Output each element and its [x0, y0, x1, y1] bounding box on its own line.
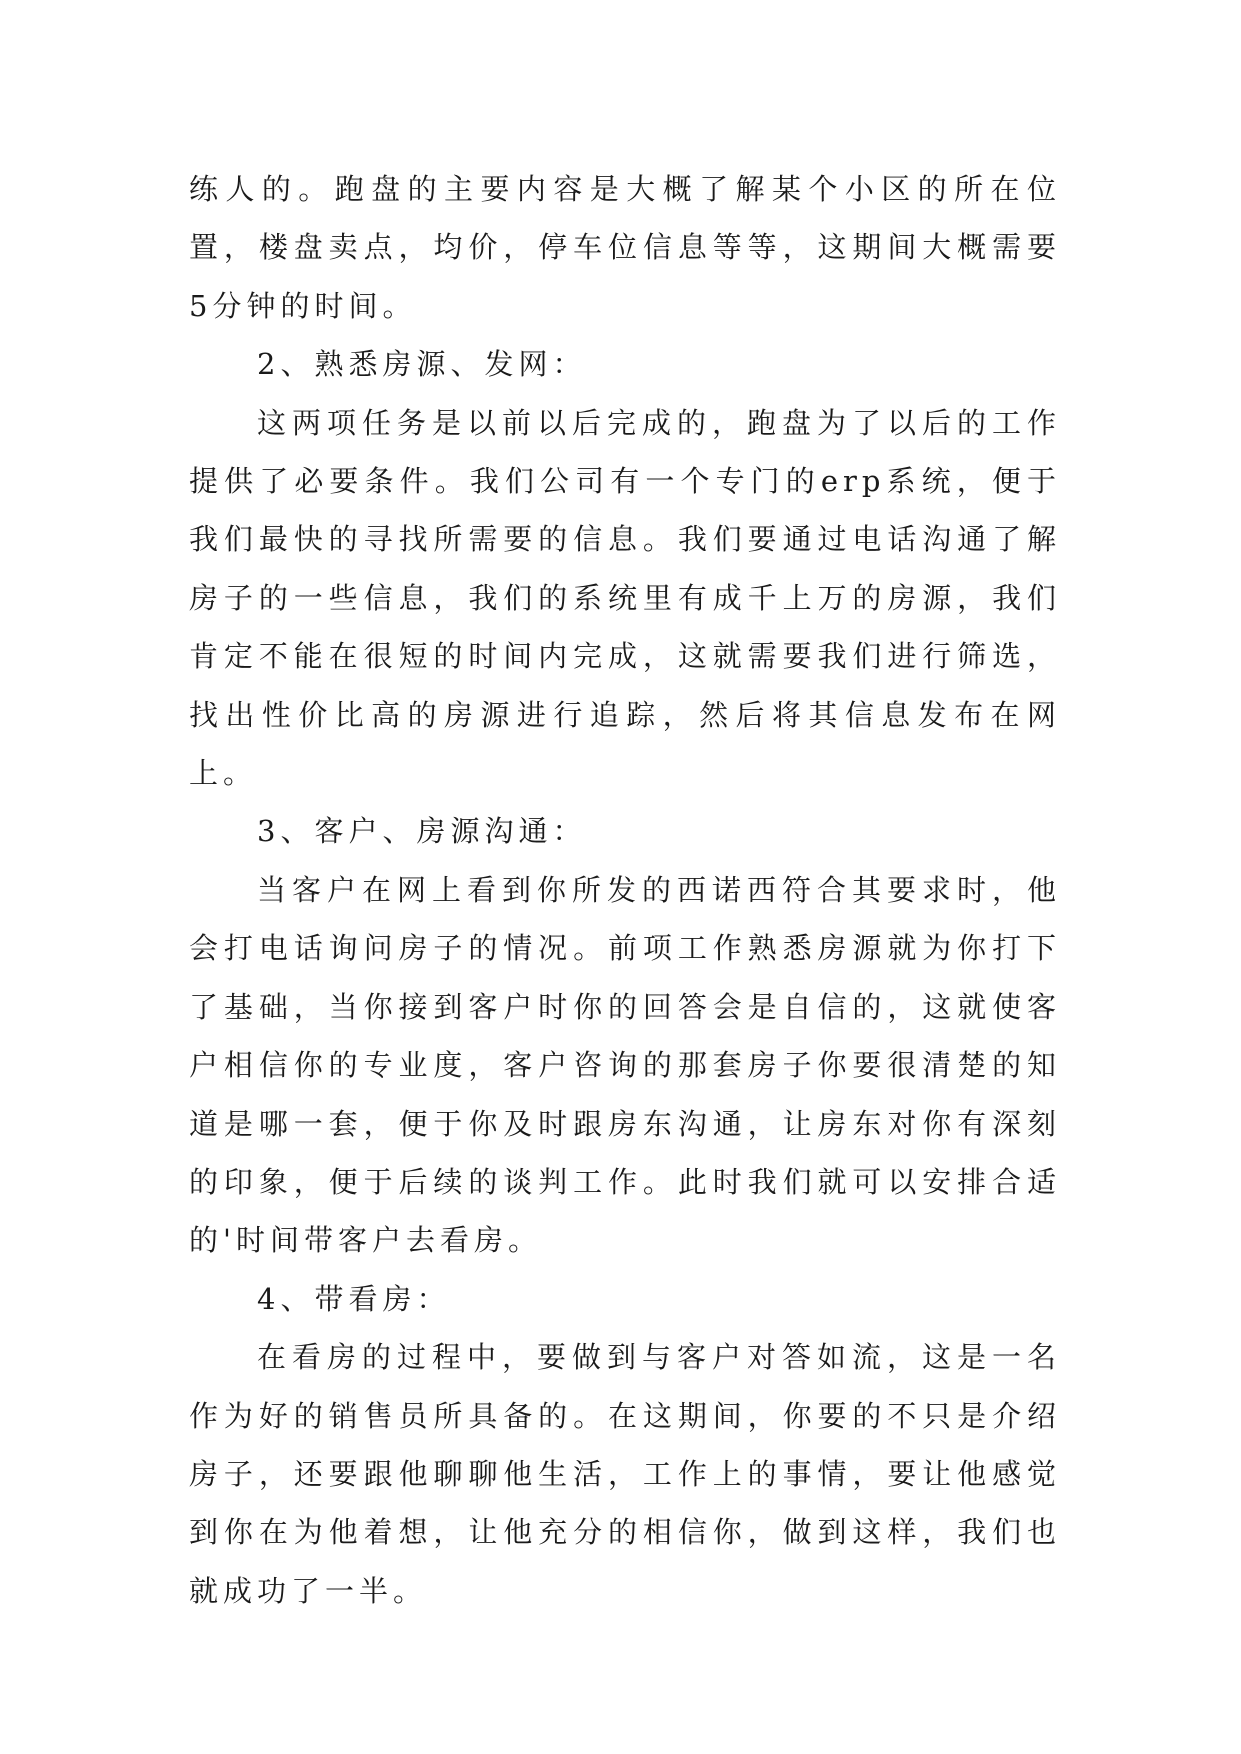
section-heading-client-communication: 3、客户、房源沟通：: [257, 814, 587, 849]
paragraph-familiarize-listings: 这两项任务是以前以后完成的，跑盘为了以后的工作提供了必要条件。我们公司有一个专门的erp系统，便于我们最快的寻找所需要的信息。我们要通过电话沟通了解房子的一些信息，我们的系统里有成千上万的房源，我们肯定不能在很短的时间内完成，这就需要我们进行筛选，找出性价比高的房源进行追踪，然后将其信息发布在网上。: [189, 405, 1061, 791]
document-body: [189, 160, 1061, 1620]
section-heading-familiarize-listings: 2、熟悉房源、发网：: [257, 347, 587, 382]
section-heading-house-viewing: 4、带看房：: [257, 1281, 451, 1316]
paragraph-house-viewing: 在看房的过程中，要做到与客户对答如流，这是一名作为好的销售员所具备的。在这期间，你要的不只是介绍房子，还要跟他聊聊他生活，工作上的事情，要让他感觉到你在为他着想，让他充分的相信你，做到这样，我们也就成功了一半。: [189, 1340, 1061, 1608]
paragraph-client-communication: 当客户在网上看到你所发的西诺西符合其要求时，他会打电话询问房子的情况。前项工作熟悉房源就为你打下了基础，当你接到客户时你的回答会是自信的，这就使客户相信你的专业度，客户咨询的那套房子你要很清楚的知道是哪一套，便于你及时跟房东沟通，让房东对你有深刻的印象，便于后续的谈判工作。此时我们就可以安排合适的'时间带客户去看房。: [189, 872, 1061, 1258]
paragraph-running-intro: 练人的。跑盘的主要内容是大概了解某个小区的所在位置，楼盘卖点，均价，停车位信息等等，这期间大概需要5分钟的时间。: [189, 172, 1061, 323]
